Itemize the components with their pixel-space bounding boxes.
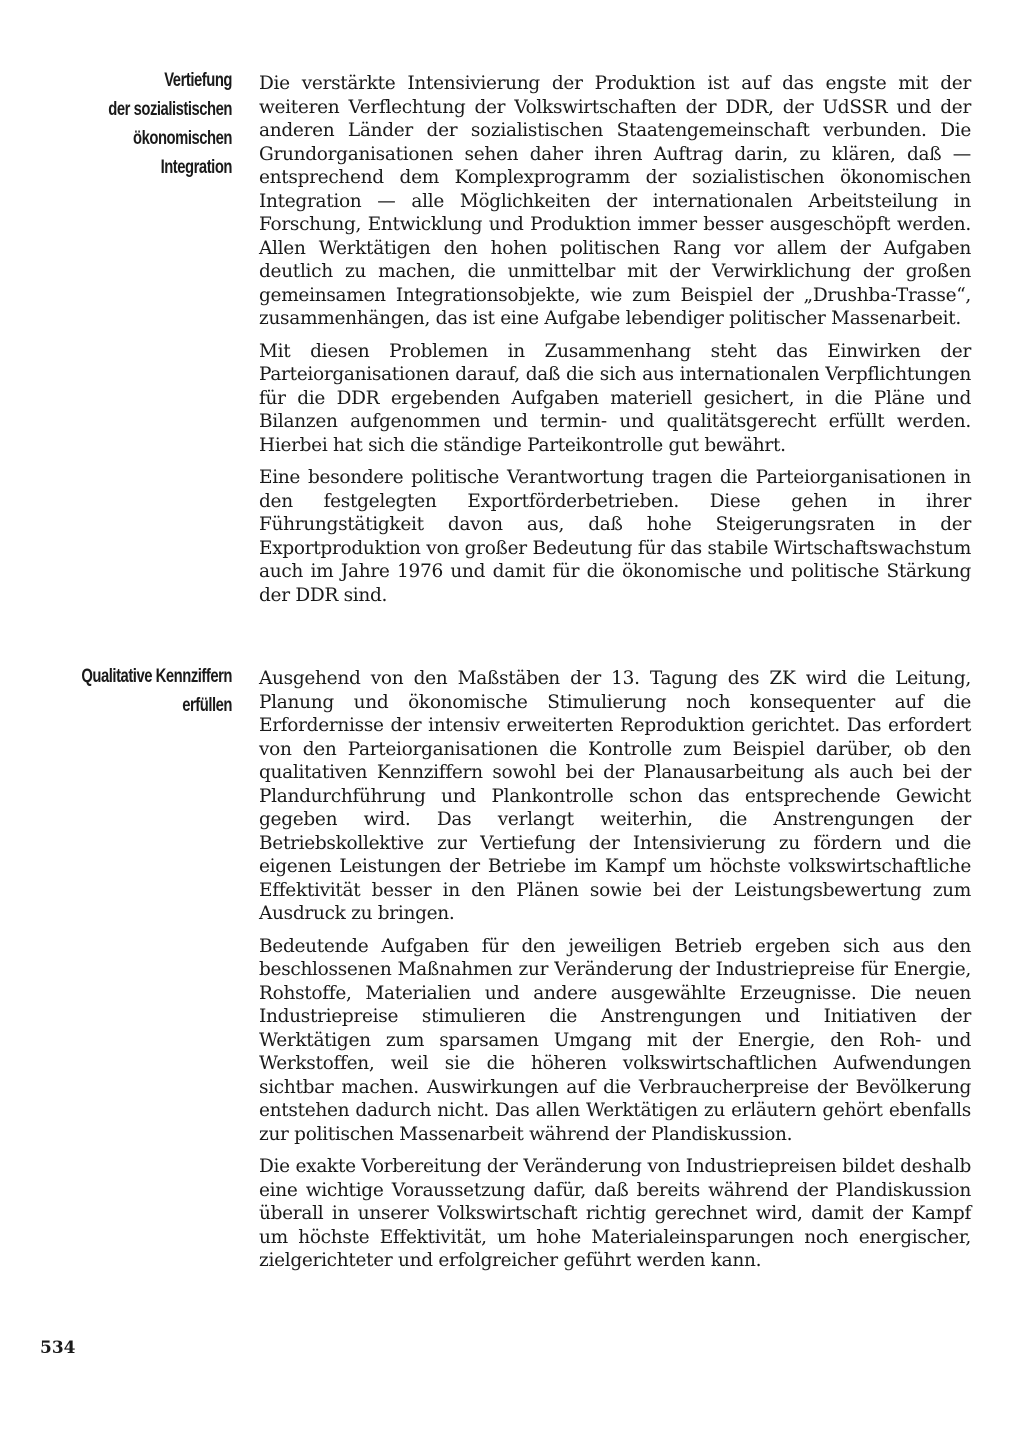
sidenote-line: der sozialistischen	[108, 99, 232, 120]
paragraph: Eine besondere politische Verantwortung tragen die Parteiorganisationen in den festgelegten Exportförderbetrieben. Diese gehen in ihrer Führungstätigkeit davon aus, daß hohe Steigerungsraten in der Exportproduktion von großer Bedeutung für das stabile Wirtschaftswachstum auch im Jahre 1976 und damit für die ökonomische und politische Stärkung der DDR sind.	[259, 467, 971, 606]
paragraph: Ausgehend von den Maßstäben der 13. Tagung des ZK wird die Leitung, Planung und ökonomische Stimulierung noch konsequenter auf die Erfordernisse der intensiv erweiterten Reproduktion gerichtet. Das erfordert von den Parteiorganisationen die Kontrolle zum Beispiel darüber, ob den qualitativen Kennziffern sowohl bei der Planausarbeitung als auch bei der Plandurchführung und Plankontrolle schon das entsprechende Gewicht gegeben wird. Das verlangt weiterhin, die Anstrengungen der Betriebskollektive zur Vertiefung der Intensivierung zu fördern und die eigenen Leistungen der Betriebe im Kampf um höchste volkswirtschaftliche Effektivität besser in den Plänen sowie bei der Leistungsbewertung zum Ausdruck zu bringen.	[259, 668, 971, 924]
paragraph: Bedeutende Aufgaben für den jeweiligen Betrieb ergeben sich aus den beschlossenen Maßnahmen zur Veränderung der Industriepreise für Energie, Rohstoffe, Materialien und andere ausgewählte Erzeugnisse. Die neuen Industriepreise stimulieren die Anstrengungen und Initiativen der Werktätigen zum sparsamen Umgang mit der Energie, den Roh- und Werkstoffen, weil sie die höheren volkswirtschaftlichen Aufwendungen sichtbar machen. Auswirkungen auf die Verbraucherpreise der Bevölkerung entstehen dadurch nicht. Das allen Werktätigen zu erläutern gehört ebenfalls zur politischen Massenarbeit während der Plandiskussion.	[259, 935, 971, 1145]
page-number: 534	[40, 1338, 76, 1358]
section-kennziffern-text	[259, 667, 971, 1282]
paragraph: Die exakte Vorbereitung der Veränderung von Industriepreisen bildet deshalb eine wichtige Voraussetzung dafür, daß bereits während der Plandiskussion überall in unserer Volkswirtschaft richtig gerechnet wird, damit der Kampf um höchste Effektivität, um hohe Materialeinsparungen noch energischer, zielgerichteter und erfolgreicher geführt werden kann.	[259, 1156, 971, 1271]
sidenote-line: erfüllen	[182, 695, 232, 716]
paragraph: Die verstärkte Intensivierung der Produktion ist auf das engste mit der weiteren Verflechtung der Volkswirtschaften der DDR, der UdSSR und der anderen Länder der sozialistischen Staatengemeinschaft verbunden. Die Grundorganisationen sehen daher ihren Auftrag darin, zu klären, daß — entsprechend dem Komplexprogramm der sozialistischen ökonomischen Integration — alle Möglichkeiten der internationalen Arbeitsteilung in Forschung, Entwicklung und Produktion immer besser ausgeschöpft werden. Allen Werktätigen den hohen politischen Rang vor allem der Aufgaben deutlich zu machen, die unmittelbar mit der Verwirklichung der großen gemeinsamen Integrationsobjekte, wie zum Beispiel der „Drushba-Trasse“, zusammenhängen, das ist eine Aufgabe lebendiger politischer Massenarbeit.	[259, 73, 971, 329]
sidenote-line: Integration	[160, 157, 232, 178]
sidenote-integration	[76, 66, 232, 182]
paragraph: Mit diesen Problemen in Zusammenhang steht das Einwirken der Parteiorganisationen darauf, daß die sich aus internationalen Verpflichtungen für die DDR ergebenden Aufgaben materiell gesichert, in die Pläne und Bilanzen aufgenommen und termin- und qualitätsgerecht erfüllt werden. Hierbei hat sich die ständige Parteikontrolle gut bewährt.	[259, 340, 971, 456]
sidenote-line: Qualitative Kennziffern	[81, 666, 232, 687]
section-integration-text	[259, 72, 971, 616]
sidenote-kennziffern	[76, 662, 232, 720]
sidenote-line: Vertiefung	[164, 70, 232, 91]
sidenote-line: ökonomischen	[133, 128, 232, 149]
